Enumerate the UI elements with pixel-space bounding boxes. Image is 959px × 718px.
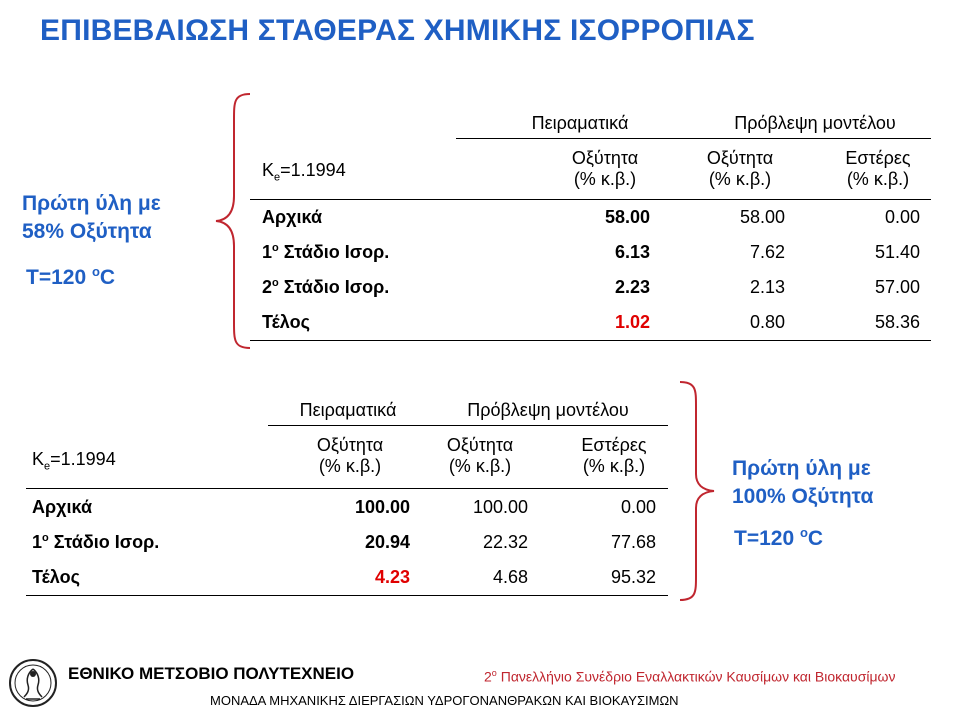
table2-cell-model-esters: 77.68 <box>610 532 656 552</box>
table1-group-experimental: Πειραματικά <box>531 113 629 133</box>
table1-cell-model-esters: 51.40 <box>874 242 920 262</box>
table2-cell-model-acid: 22.32 <box>482 532 528 552</box>
table2-ke-label: $K_e=1.1994$ <box>32 449 116 473</box>
table2-group-experimental: Πειραματικά <box>299 400 397 420</box>
table2-col-rule <box>26 488 668 489</box>
table2-cell-exp: 100.00 <box>354 497 410 517</box>
page-title: ΕΠΙΒΕΒΑΙΩΣΗ ΣΤΑΘΕΡΑΣ ΧΗΜΙΚΗΣ ΙΣΟΡΡΟΠΙΑΣ <box>40 14 755 47</box>
table2-cell-model-acid: 4.68 <box>492 567 528 587</box>
table2-cell-exp: 20.94 <box>364 532 410 552</box>
table1-temperature: T=120 $^o$C <box>26 264 116 289</box>
table2-cell-exp: 4.23 <box>374 567 410 587</box>
table1-cell-exp: 2.23 <box>614 277 650 297</box>
footer-unit-name: ΜΟΝΑΔΑ ΜΗΧΑΝΙΚΗΣ ΔΙΕΡΓΑΣΙΩΝ ΥΔΡΟΓΟΝΑΝΘΡΑΚΩΝ ΚΑΙ ΒΙΟΚΑΥΣΙΜΩΝ <box>210 693 679 708</box>
table2-cell-model-esters: 0.00 <box>620 497 656 517</box>
table2-side-label-line1: Πρώτη ύλη με <box>732 457 871 480</box>
table1-cell-model-acid: 7.62 <box>749 242 785 262</box>
table1-col-model-esters: Εστέρες (% κ.β.) <box>845 148 911 189</box>
table1-side-label-line1: Πρώτη ύλη με <box>22 192 161 215</box>
table2-col-model-esters: Εστέρες (% κ.β.) <box>581 435 647 476</box>
table1-header-rule <box>456 138 931 139</box>
table2-group-model: Πρόβλεψη μοντέλου <box>467 400 629 420</box>
table1-row-label: $1^o$ Στάδιο Ισορ. <box>262 242 390 262</box>
table1-ke-label: $K_e=1.1994$ <box>262 160 346 184</box>
table1-group-model: Πρόβλεψη μοντέλου <box>734 113 896 133</box>
table1-col-model-acidity: Οξύτητα (% κ.β.) <box>706 148 774 189</box>
table1-cell-model-esters: 57.00 <box>874 277 920 297</box>
table1-side-label-line2: 58% Οξύτητα <box>22 220 152 243</box>
table1-row-label: $2^o$ Στάδιο Ισορ. <box>262 277 390 297</box>
footer-school-name: ΕΘΝΙΚΟ ΜΕΤΣΟΒΙΟ ΠΟΛΥΤΕΧΝΕΙΟ <box>68 664 355 683</box>
table2-cell-model-acid: 100.00 <box>472 497 528 517</box>
table1-cell-model-esters: 0.00 <box>884 207 920 227</box>
table1-col-exp-acidity: Οξύτητα (% κ.β.) <box>571 148 639 189</box>
table1-side-label <box>22 190 161 246</box>
table2-col-model-acidity: Οξύτητα (% κ.β.) <box>446 435 514 476</box>
table2-side-label <box>732 455 873 511</box>
table1-row-label: Τέλος <box>262 312 310 332</box>
table2-side-label-line2: 100% Οξύτητα <box>732 485 874 508</box>
table1-left-brace-icon <box>212 90 254 352</box>
table1-cell-model-acid: 0.80 <box>749 312 785 332</box>
table2-right-brace-icon <box>676 378 718 604</box>
table1-cell-exp: 1.02 <box>614 312 650 332</box>
table2-col-exp-acidity: Οξύτητα (% κ.β.) <box>316 435 384 476</box>
table2-header-rule <box>268 425 668 426</box>
table2-bottom-rule <box>26 595 668 596</box>
table2-temperature: T=120 $^o$C <box>734 525 824 550</box>
ntua-logo-icon <box>8 655 58 711</box>
table2-cell-model-esters: 95.32 <box>610 567 656 587</box>
table1-bottom-rule <box>250 340 931 341</box>
table1-col-rule <box>250 199 931 200</box>
table1-cell-exp: 58.00 <box>604 207 650 227</box>
table1-cell-model-acid: 2.13 <box>749 277 785 297</box>
table2-row-label: $1^o$ Στάδιο Ισορ. <box>32 532 160 552</box>
table1-cell-model-acid: 58.00 <box>739 207 785 227</box>
table1-cell-exp: 6.13 <box>614 242 650 262</box>
table1-row-label: Αρχικά <box>262 207 323 227</box>
footer-conference: $2^o$ Πανελλήνιο Συνέδριο Εναλλακτικών Καυσίμων και Βιοκαυσίμων <box>484 668 896 685</box>
table1-cell-model-esters: 58.36 <box>874 312 920 332</box>
table2-row-label: Τέλος <box>32 567 80 587</box>
table2-row-label: Αρχικά <box>32 497 93 517</box>
